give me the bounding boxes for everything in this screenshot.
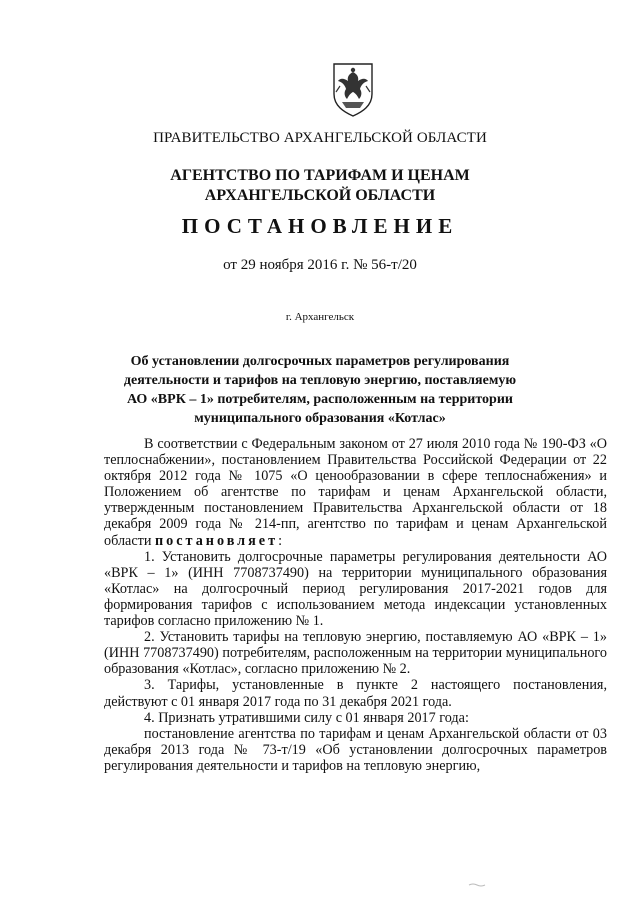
document-type: ПОСТАНОВЛЕНИЕ	[181, 214, 459, 238]
title-line3: АО «ВРК – 1» потребителям, расположенным на территории	[127, 392, 513, 407]
title-line2: деятельности и тарифов на тепловую энергию, поставляемую	[123, 373, 517, 388]
coat-of-arms-icon	[330, 62, 376, 118]
document-date-number: от 29 ноября 2016 г. № 56-т/20	[223, 257, 417, 273]
document-city: г. Архангельск	[285, 311, 355, 323]
government-name: ПРАВИТЕЛЬСТВО АРХАНГЕЛЬСКОЙ ОБЛАСТИ	[153, 130, 487, 146]
item-3: 3. Тарифы, установленные в пункте 2 настоящего постановления, действуют с 01 января 2017 года по 31 декабря 2021 года.	[104, 677, 607, 710]
resolves-colon: :	[278, 532, 283, 549]
agency-name-line2: АРХАНГЕЛЬСКОЙ ОБЛАСТИ	[204, 187, 436, 204]
item-1: 1. Установить долгосрочные параметры регулирования деятельности АО «ВРК – 1» (ИНН 7708737490) на территории муниципального образования «Котлас» на долгосрочный период регулирования 2017-2021 годов для формирования тарифов с использованием метода индексации установленных тарифов согласно приложению № 1.	[104, 548, 607, 630]
preamble-text: В соответствии с Федеральным законом от 27 июля 2010 года № 190-ФЗ «О теплоснабжении», постановлением Правительства Российской Федерации от 22 октября 2012 года № 1075 «О ценообразовании в сфере теплоснабжения» и Положением об агентстве по тарифам и ценам Архангельской области, утвержденным постановлением Правительства Архангельской области от 18 декабря 2009 года № 214-пп, агентство по тарифам и ценам Архангельской области	[104, 436, 607, 549]
item-4: 4. Признать утратившими силу с 01 января 2017 года:	[144, 709, 469, 726]
title-line4: муниципального образования «Котлас»	[194, 411, 446, 426]
item-4-subparagraph: постановление агентства по тарифам и ценам Архангельской области от 03 декабря 2013 года № 73-т/19 «Об установлении долгосрочных параметров регулирования деятельности и тарифов на тепловую энергию,	[104, 725, 607, 774]
agency-name-line1: АГЕНТСТВО ПО ТАРИФАМ И ЦЕНАМ	[170, 167, 470, 184]
title-line1: Об установлении долгосрочных параметров регулирования	[130, 354, 510, 369]
document-body	[104, 436, 607, 774]
agency-name	[0, 166, 640, 206]
item-2: 2. Установить тарифы на тепловую энергию, поставляемую АО «ВРК – 1» (ИНН 7708737490) потребителям, расположенным на территории муниципального образования «Котлас», согласно приложению № 2.	[104, 629, 607, 678]
resolves-word: постановляет	[154, 532, 279, 549]
preamble-paragraph	[104, 436, 607, 549]
document-title	[0, 352, 640, 428]
scan-mark	[468, 883, 486, 887]
